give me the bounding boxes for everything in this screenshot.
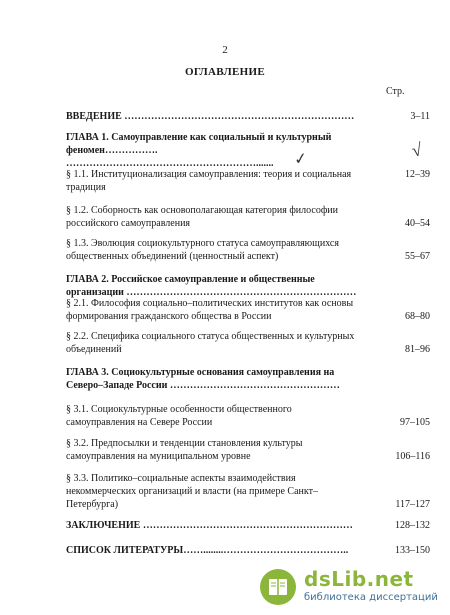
toc-entry-text: некоммерческих организаций и власти (на примере Санкт– [66,486,318,497]
toc-entry [66,330,371,356]
page-number: 2 [222,44,228,56]
toc-entry-text: ВВЕДЕНИЕ …………………………………………………………… [66,111,355,122]
toc-page-range: 97–105 [400,417,430,428]
toc-page-range: 12–39 [405,169,430,180]
toc-entry [66,437,371,463]
toc-entry-text: Северо–Западе России …………………………………………… [66,380,340,391]
toc-entry-text: СПИСОК ЛИТЕРАТУРЫ……........……………………………….. [66,545,349,556]
toc-entry-text: организации …………………………………………………………… [66,287,357,298]
toc-entry [66,403,371,429]
toc-page-range: 40–54 [405,218,430,229]
toc-entry-text: § 1.1. Институционализация самоуправления: теория и социальная [66,169,352,180]
toc-entry [66,273,371,299]
toc-entry-text: феномен……………. [66,145,158,156]
toc-entry [66,131,371,170]
page-column-label: Стр. [386,86,405,97]
toc-entry [66,168,371,194]
watermark-brand: dsLib.net [304,567,414,591]
toc-entry [66,544,371,557]
toc-page-range: 117–127 [395,499,430,510]
toc-page-range: 68–80 [405,311,430,322]
toc-entry [66,110,371,123]
toc-entry-text: российского самоуправления [66,218,191,229]
toc-entry [66,366,371,392]
toc-page-range: 128–132 [395,520,430,531]
toc-entry-text: § 3.2. Предпосылки и тенденции становления культуры [66,438,303,449]
toc-page-range: 81–96 [405,344,430,355]
toc-entry [66,472,371,511]
handwritten-check-mark: √ [410,139,424,161]
toc-entry [66,519,371,532]
toc-page-range: 106–116 [395,451,430,462]
toc-entry-text: Петербурга) [66,499,119,510]
toc-entry-text: § 1.2. Соборность как основополагающая категория философии [66,205,339,216]
toc-entry-text: ГЛАВА 2. Российское самоуправление и общественные [66,274,315,285]
toc-entry [66,204,371,230]
toc-entry [66,297,371,323]
toc-entry-text: § 2.2. Специфика социального статуса общественных и культурных [66,331,355,342]
watermark-logo [258,565,438,609]
toc-entry-text: § 2.1. Философия социально–политических институтов как основы [66,298,354,309]
toc-entry-text: самоуправления на Севере России [66,417,213,428]
toc-page-range: 55–67 [405,251,430,262]
toc-page-range: 3–11 [410,111,430,122]
toc-entry-text: ГЛАВА 3. Социокультурные основания самоуправления на [66,367,335,378]
toc-entry-text: § 1.3. Эволюция социокультурного статуса самоуправляющихся [66,238,339,249]
toc-entry-text: объединений [66,344,122,355]
handwritten-check-mark: ✓ [292,150,309,169]
toc-entry-text: ГЛАВА 1. Самоуправление как социальный и культурный [66,132,332,143]
toc-entry-text: формирования гражданского общества в России [66,311,272,322]
toc-entry-text: § 3.3. Политико–социальные аспекты взаимодействия [66,473,296,484]
toc-entry-text: ЗАКЛЮЧЕНИЕ ……………………………………………………… [66,520,353,531]
watermark-subtitle: библиотека диссертаций [304,592,438,603]
toc-entry [66,237,371,263]
toc-title: ОГЛАВЛЕНИЕ [185,66,265,78]
toc-entry-text: традиция [66,182,106,193]
toc-page-range: 133–150 [395,545,430,556]
toc-entry-text: самоуправления на муниципальном уровне [66,451,251,462]
toc-entry-text: …………………………………………………....... [66,158,274,169]
library-logo-icon [258,567,298,607]
toc-entry-text: § 3.1. Социокультурные особенности общественного [66,404,292,415]
toc-entry-text: общественных объединений (ценностный аспект) [66,251,279,262]
